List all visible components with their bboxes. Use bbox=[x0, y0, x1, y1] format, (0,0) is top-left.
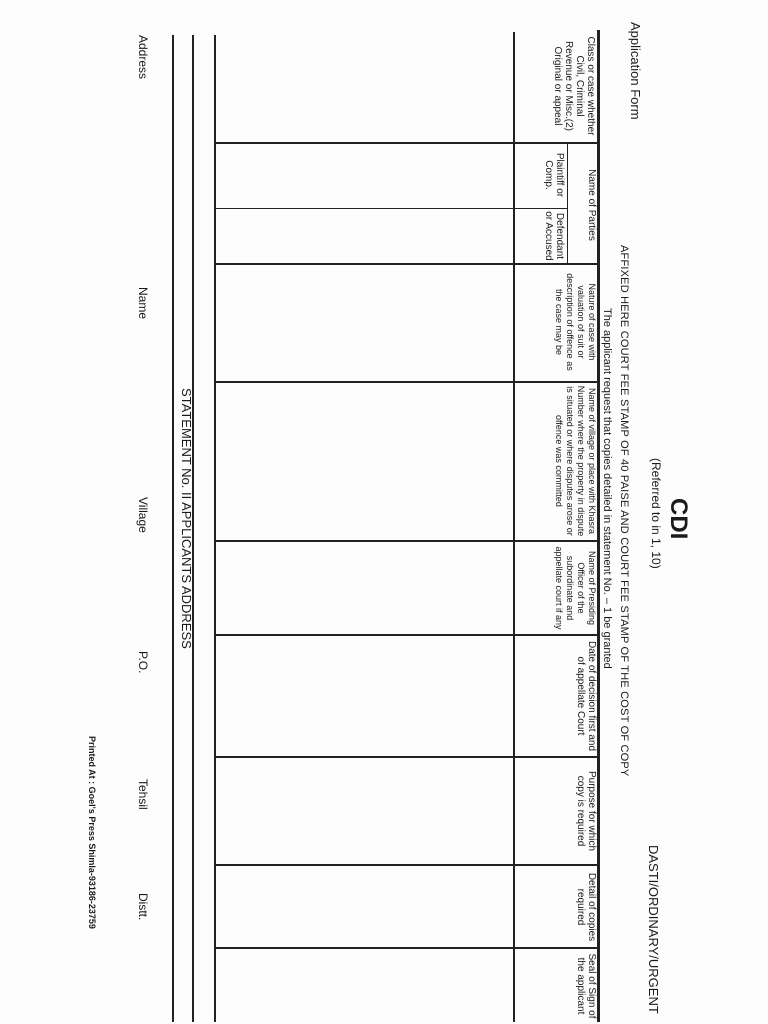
column-rule-parties bbox=[216, 208, 568, 209]
statement-title: STATEMENT No. II APPLICANTS ADDRESS bbox=[179, 388, 194, 649]
column-header-purpose: Purpose for which copy is required bbox=[575, 770, 597, 852]
column-header-presiding-officer: Name of Presiding Officer of the subordinate and appellate court if any bbox=[554, 546, 597, 630]
stamp-note: AFFIXED HERE COURT FEE STAMP OF 40 PAISE AND COURT FEE STAMP OF THE COST OF COPY bbox=[618, 245, 630, 777]
parties-divider bbox=[567, 142, 568, 264]
po-label: P.O. bbox=[136, 651, 150, 674]
statement-border-2 bbox=[172, 35, 174, 1022]
column-header-plaintiff: Plaintiff or Comp. bbox=[543, 152, 565, 198]
column-header-defendant: Defendant or Accused bbox=[543, 211, 565, 261]
column-rule-7 bbox=[216, 864, 599, 866]
column-header-copies: Detail of copies required bbox=[575, 872, 597, 942]
column-header-seal-sign: Seal of Sign of the applicant bbox=[575, 953, 597, 1019]
column-rule-1 bbox=[216, 142, 599, 144]
printer-footer: Printed At : Goel's Press Shimla-93186-23759 bbox=[87, 736, 97, 929]
referred-note: (Referred to in 1, 10) bbox=[649, 458, 663, 569]
column-header-decision-date: Date of decision first and of appellate Court bbox=[575, 640, 597, 752]
distt-label: Distt. bbox=[136, 893, 150, 921]
table-right-border bbox=[597, 30, 600, 1022]
column-rule-6 bbox=[216, 756, 599, 758]
column-rule-5 bbox=[216, 634, 599, 636]
form-title: CDI bbox=[665, 498, 692, 540]
column-rule-8 bbox=[216, 947, 599, 949]
tehsil-label: Tehsil bbox=[136, 779, 150, 810]
name-label: Name bbox=[136, 287, 150, 320]
column-header-village: Name of village or place with Khasra Number where the property in dispute is situated or where disputes arose or offence was committed bbox=[554, 385, 597, 537]
column-header-nature: Nature of case with valuation of suit or description of offence as the case may be bbox=[554, 273, 597, 371]
column-rule-3 bbox=[216, 381, 599, 383]
column-header-class: Class or case whether Civil, Criminal Revenue or Misc.(2) Original or appeal bbox=[552, 36, 596, 136]
column-rule-2 bbox=[216, 263, 599, 265]
form-label: Application Form bbox=[628, 22, 643, 120]
category-label: DASTI/ORDINARY/URGENT bbox=[646, 845, 661, 1014]
column-header-parties: Name of Parties bbox=[586, 169, 597, 241]
column-rule-4 bbox=[216, 540, 599, 542]
table-left-border bbox=[214, 35, 216, 1022]
request-note: The applicant request that copies detailed in statement No. – 1 be granted bbox=[601, 308, 613, 669]
address-label: Address bbox=[136, 35, 150, 80]
village-label: Village bbox=[136, 497, 150, 533]
